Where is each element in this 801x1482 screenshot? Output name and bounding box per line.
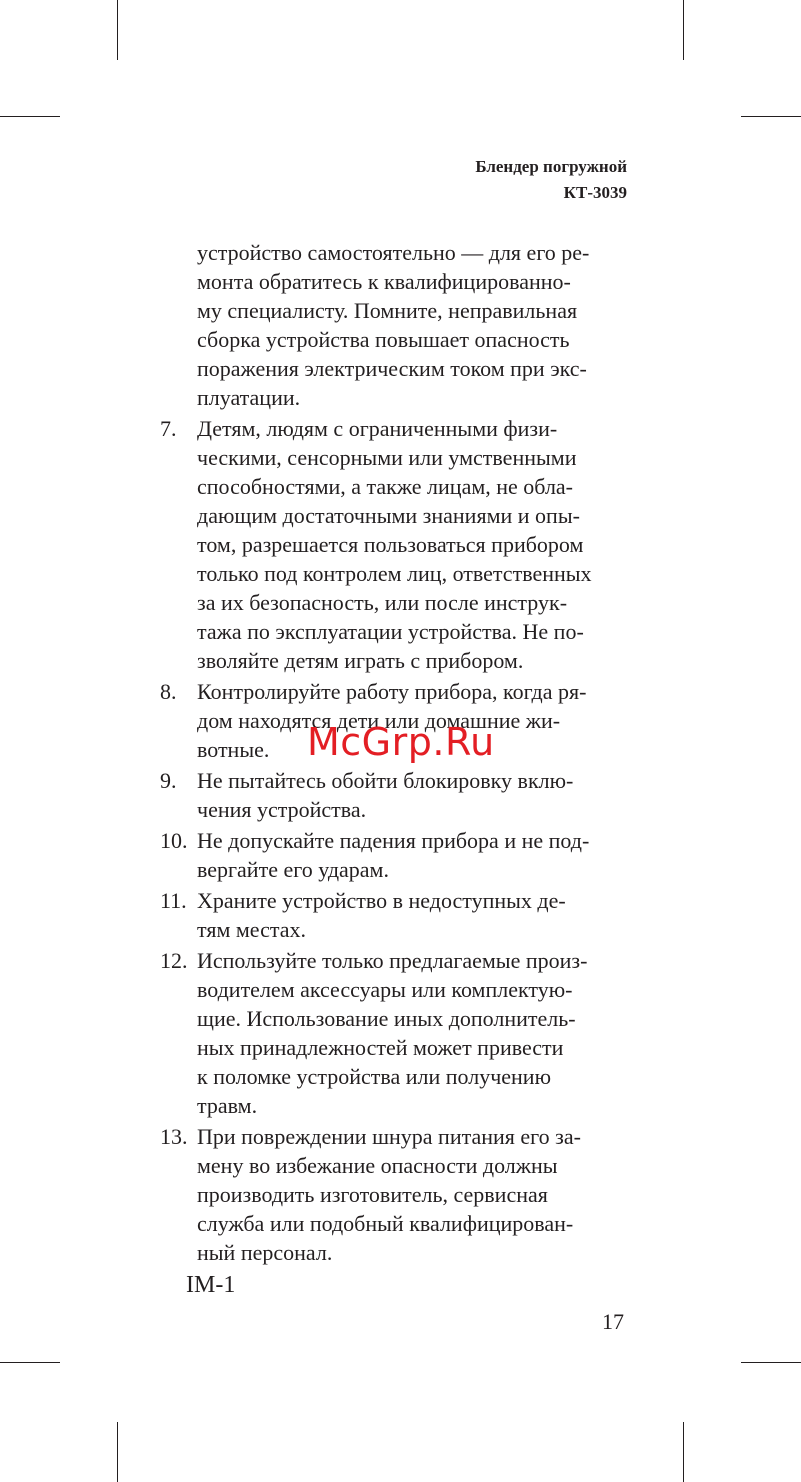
item-number: 11.	[160, 888, 187, 913]
text-line: плуатации.	[197, 385, 301, 410]
text-line: водителем аксессуары или комплектую-	[197, 977, 573, 1002]
list-item-12	[160, 946, 630, 1120]
crop-mark-left-bottom	[0, 1362, 60, 1363]
header-title: Блендер погружной	[475, 157, 627, 176]
item-text	[197, 766, 630, 824]
text-line: тажа по эксплуатации устройства. Не по-	[197, 619, 584, 644]
crop-mark-bottom-left	[117, 1422, 118, 1482]
text-line: Не пытайтесь обойти блокировку вклю-	[197, 768, 574, 793]
item-number: 7.	[160, 416, 177, 441]
text-line: вотные.	[197, 737, 270, 762]
text-line: том, разрешается пользоваться прибором	[197, 532, 584, 557]
text-line: травм.	[197, 1093, 258, 1118]
item-text	[197, 414, 630, 675]
crop-mark-top-right	[683, 0, 684, 60]
crop-mark-right-bottom	[741, 1362, 801, 1363]
text-line: к поломке устройства или получению	[197, 1064, 552, 1089]
text-line: Не допускайте падения прибора и не под-	[197, 828, 590, 853]
text-line: способностями, а также лицам, не обла-	[197, 474, 574, 499]
document-code: IM-1	[186, 1272, 236, 1298]
text-line: мену во избежание опасности должны	[197, 1153, 558, 1178]
item-text	[197, 886, 630, 944]
watermark: McGrp.Ru	[307, 720, 495, 764]
text-line: зволяйте детям играть с прибором.	[197, 648, 524, 673]
item-text	[197, 826, 630, 884]
text-line: поражения электрическим током при экс-	[197, 356, 587, 381]
text-line: тям местах.	[197, 917, 307, 942]
list-item-9	[160, 766, 630, 824]
item-number: 12.	[160, 948, 188, 973]
text-line: щие. Использование иных дополнитель-	[197, 1006, 576, 1031]
list-item-11	[160, 886, 630, 944]
text-line: Детям, людям с ограниченными физи-	[197, 416, 558, 441]
crop-mark-left-top	[0, 116, 60, 117]
item-number: 8.	[160, 679, 177, 704]
item-text	[197, 1122, 630, 1267]
item-number: 10.	[160, 828, 188, 853]
item-number: 13.	[160, 1124, 188, 1149]
text-line: служба или подобный квалифицирован-	[197, 1211, 574, 1236]
crop-mark-top-left	[117, 0, 118, 60]
item-text	[197, 946, 630, 1120]
page-number: 17	[602, 1309, 624, 1334]
text-line: чения устройства.	[197, 797, 367, 822]
text-line: только под контролем лиц, ответственных	[197, 561, 592, 586]
header-model: КТ-3039	[563, 183, 627, 202]
list-item-10	[160, 826, 630, 884]
crop-mark-bottom-right	[683, 1422, 684, 1482]
text-line: дом находятся дети или домашние жи-	[197, 708, 561, 733]
item-number: 9.	[160, 768, 177, 793]
text-line: ческими, сенсорными или умственными	[197, 445, 577, 470]
list-item-13	[160, 1122, 630, 1267]
text-line: ный персонал.	[197, 1240, 333, 1265]
text-line: вергайте его ударам.	[197, 857, 389, 882]
crop-mark-right-top	[741, 116, 801, 117]
text-line: Контролируйте работу прибора, когда ря-	[197, 679, 587, 704]
text-line: производить изготовитель, сервисная	[197, 1182, 548, 1207]
text-line: дающим достаточными знаниями и опы-	[197, 503, 580, 528]
running-header	[475, 154, 627, 206]
text-line: ных принадлежностей может привести	[197, 1035, 564, 1060]
text-line: При повреждении шнура питания его за-	[197, 1124, 581, 1149]
continued-paragraph	[197, 238, 630, 412]
text-line: за их безопасность, или после инструк-	[197, 590, 568, 615]
list-item-7	[160, 414, 630, 675]
text-line: сборка устройства повышает опасность	[197, 327, 570, 352]
text-line: Храните устройство в недоступных де-	[197, 888, 566, 913]
text-line: Используйте только предлагаемые произ-	[197, 948, 588, 973]
text-line: устройство самостоятельно — для его ре-	[197, 240, 590, 265]
text-line: монта обратитесь к квалифицированно-	[197, 269, 571, 294]
text-line: му специалисту. Помните, неправильная	[197, 298, 578, 323]
